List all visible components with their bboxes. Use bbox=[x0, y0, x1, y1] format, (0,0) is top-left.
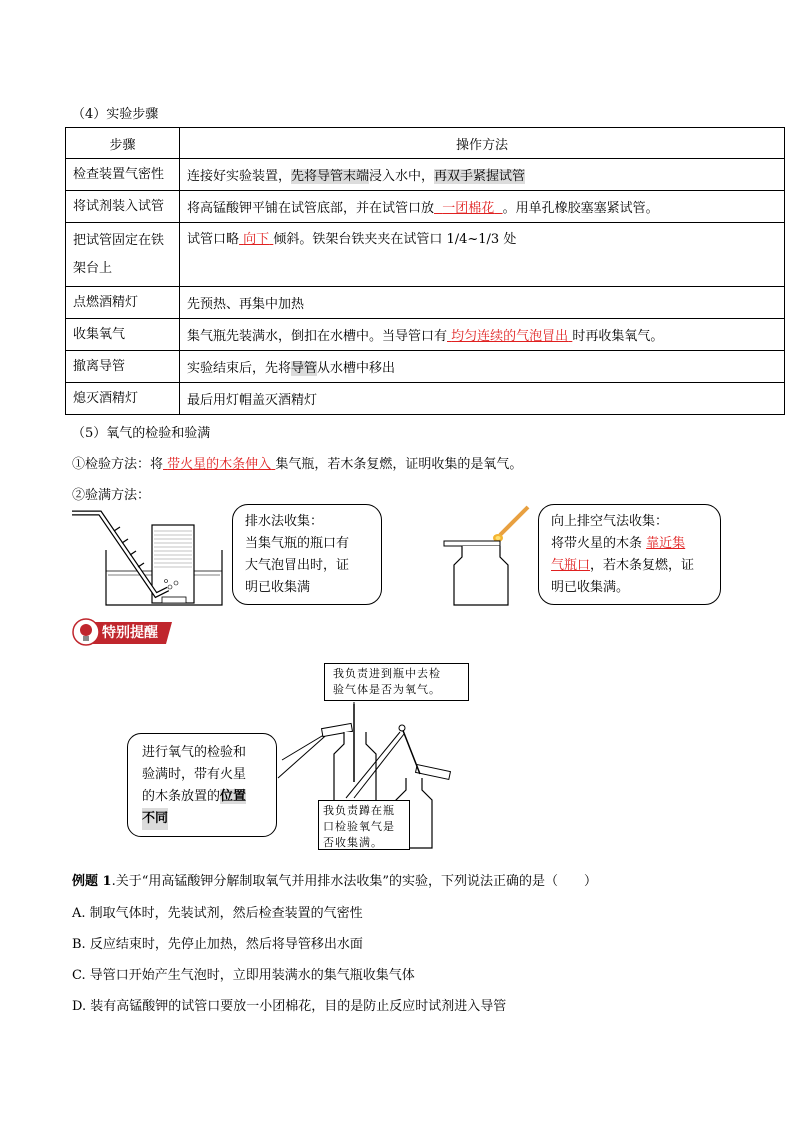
method-text: 时再收集氧气。 bbox=[572, 329, 664, 344]
table-row bbox=[66, 287, 785, 319]
method-text: 从水槽中移出 bbox=[317, 361, 396, 376]
step-cell: 点燃酒精灯 bbox=[66, 287, 180, 319]
reminder-bubble: 进行氧气的检验和 验满时，带有火星 的木条放置的位置 不同 bbox=[127, 733, 277, 837]
step-cell: 将试剂装入试管 bbox=[66, 191, 180, 223]
method-text: 连接好实验装置， bbox=[187, 169, 292, 184]
table-header-row bbox=[66, 128, 785, 159]
answer-blank: 气瓶口 bbox=[551, 558, 591, 573]
option-a: A. 制取气体时，先装试剂，然后检查装置的气密性 bbox=[72, 906, 363, 921]
question-stem: 例题 1.关于“用高锰酸钾分解制取氧气并用排水法收集”的实验，下列说法正确的是（ ） bbox=[72, 874, 598, 889]
highlight-text: 先将导管末端 bbox=[291, 169, 370, 184]
header-method: 操作方法 bbox=[180, 128, 785, 159]
answer-blank: 一团棉花 bbox=[442, 201, 495, 216]
table-row bbox=[66, 351, 785, 383]
water-displacement-illustration bbox=[70, 505, 230, 610]
method-cell: 先预热、再集中加热 bbox=[180, 287, 785, 319]
option-c: C. 导管口开始产生气泡时，立即用装满水的集气瓶收集气体 bbox=[72, 968, 415, 983]
question-label: 例题 1 bbox=[72, 874, 112, 889]
method-text: 将高锰酸钾平铺在试管底部，并在试管口放 bbox=[187, 201, 435, 216]
air-method-bubble: 向上排空气法收集： 将带火星的木条 靠近集 气瓶口，若木条复燃，证 明已收集满。 bbox=[538, 504, 721, 605]
table-row bbox=[66, 159, 785, 191]
handwritten-note-top: 我负责进到瓶中去检 验气体是否为氧气。 bbox=[324, 663, 469, 701]
method-text: 试管口略 bbox=[187, 232, 240, 247]
steps-table bbox=[65, 127, 785, 415]
upward-air-illustration bbox=[440, 505, 540, 610]
method-cell bbox=[180, 319, 785, 351]
table-row bbox=[66, 191, 785, 223]
method-text: 。用单孔橡胶塞塞紧试管。 bbox=[502, 201, 659, 216]
answer-blank: 带火星的木条伸入 bbox=[167, 457, 272, 472]
step-cell: 熄灭酒精灯 bbox=[66, 383, 180, 415]
table-row bbox=[66, 319, 785, 351]
step-cell: 撤离导管 bbox=[66, 351, 180, 383]
option-d: D. 装有高锰酸钾的试管口要放一小团棉花，目的是防止反应时试剂进入导管 bbox=[72, 999, 507, 1014]
table-row bbox=[66, 383, 785, 415]
method-cell: 最后用灯帽盖灭酒精灯 bbox=[180, 383, 785, 415]
method-text: 实验结束后，先将 bbox=[187, 361, 292, 376]
answer-blank: 均匀连续的气泡冒出 bbox=[451, 329, 569, 344]
step-cell: 收集氧气 bbox=[66, 319, 180, 351]
step-cell: 检查装置气密性 bbox=[66, 159, 180, 191]
method-text: 倾斜。铁架台铁夹夹在试管口 1/4~1/3 处 bbox=[273, 232, 517, 247]
section-4-title: （4）实验步骤 bbox=[72, 107, 159, 122]
water-method-bubble: 排水法收集： 当集气瓶的瓶口有 大气泡冒出时，证 明已收集满 bbox=[232, 504, 382, 605]
method-cell bbox=[180, 159, 785, 191]
highlight-text: 再双手紧握试管 bbox=[434, 169, 526, 184]
check-method-line: ①检验方法：将 带火星的木条伸入 集气瓶，若木条复燃，证明收集的是氧气。 bbox=[72, 457, 523, 472]
header-step: 步骤 bbox=[66, 128, 180, 159]
method-cell bbox=[180, 191, 785, 223]
table-row bbox=[66, 223, 785, 287]
full-method-label: ②验满方法： bbox=[72, 488, 151, 503]
method-cell bbox=[180, 351, 785, 383]
handwritten-note-bottom: 我负责蹲在瓶 口检验氧气是 否收集满。 bbox=[318, 800, 410, 850]
answer-blank: 靠近集 bbox=[646, 536, 686, 551]
section-5-title: （5）氧气的检验和验满 bbox=[72, 426, 211, 441]
step-cell: 把试管固定在铁 架台上 bbox=[66, 223, 180, 287]
option-b: B. 反应结束时，先停止加热，然后将导管移出水面 bbox=[72, 937, 363, 952]
method-cell bbox=[180, 223, 785, 287]
highlight-text: 导管 bbox=[291, 361, 318, 376]
method-text: 集气瓶先装满水，倒扣在水槽中。当导管口有 bbox=[187, 329, 448, 344]
special-reminder-badge: 特别提醒 bbox=[72, 618, 176, 648]
method-text: 浸入水中， bbox=[369, 169, 435, 184]
answer-blank: 向下 bbox=[243, 232, 270, 247]
